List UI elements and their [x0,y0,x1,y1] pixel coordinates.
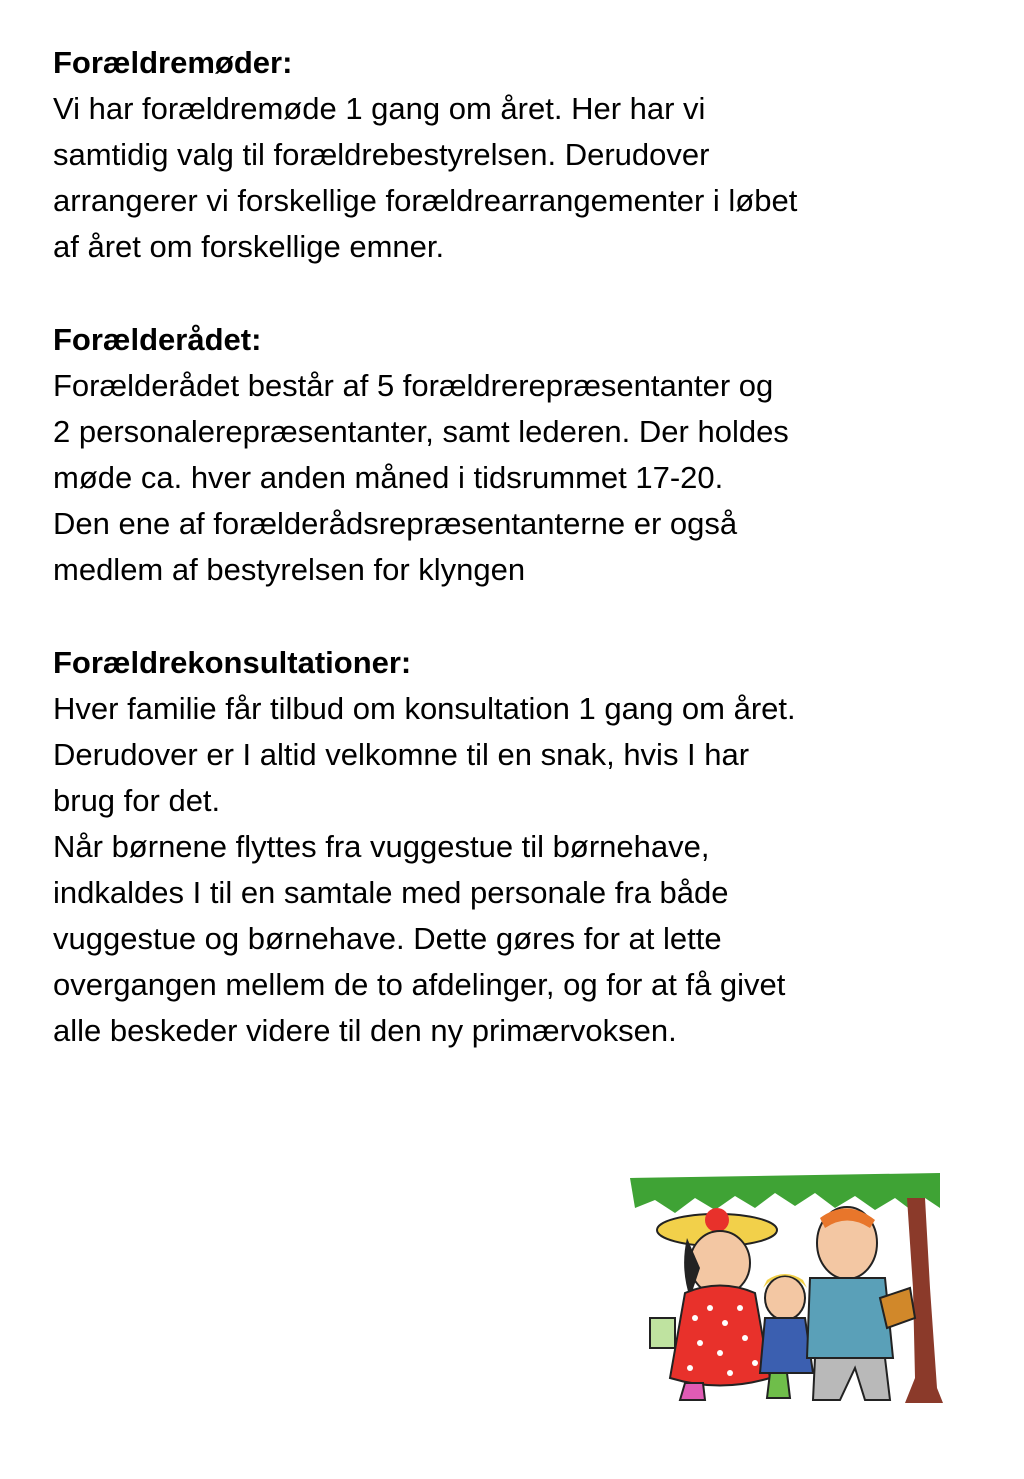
document-page [53,40,983,1101]
family-walking-cartoon-icon [625,1168,945,1408]
section-paragraph: Vi har forældremøde 1 gang om året. Her har vi samtidig valg til forældrebestyrelsen. Derudover arrangerer vi forskellige forældrearrangementer i løbet af året om forskellige emner. [53,91,798,264]
section-foraelderaadet [53,317,983,593]
section-paragraph: Den ene af forælderådsrepræsentanterne er også medlem af bestyrelsen for klyngen [53,506,738,587]
section-paragraph: Hver familie får tilbud om konsultation 1 gang om året. Derudover er I altid velkomne til en snak, hvis I har brug for det. [53,691,796,818]
section-heading: Forældrekonsultationer: [53,645,412,680]
section-foraeldremoeder [53,40,983,270]
section-heading: Forældremøder: [53,45,293,80]
section-paragraph: Forælderådet består af 5 forældrerepræsentanter og 2 personalerepræsentanter, samt lederen. Der holdes møde ca. hver anden måned i tidsrummet 17-20. [53,368,789,495]
section-paragraph: Når børnene flyttes fra vuggestue til børnehave, indkaldes I til en samtale med personale fra både vuggestue og børnehave. Dette gøres for at lette overgangen mellem de to afdelinger, og for at få givet alle beskeder videre til den ny primærvoksen. [53,829,786,1048]
section-foraeldrekonsultationer [53,640,983,1054]
section-heading: Forælderådet: [53,322,262,357]
